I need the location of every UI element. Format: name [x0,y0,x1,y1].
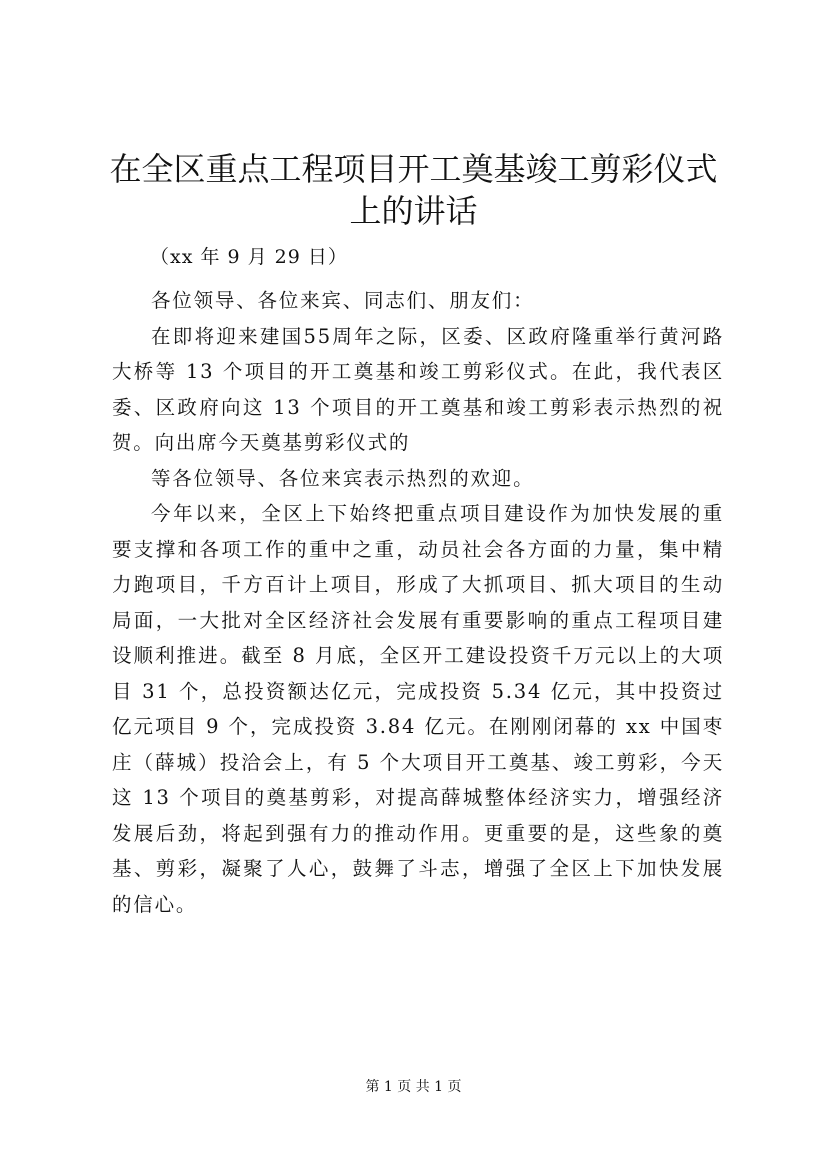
salutation-paragraph: 各位领导、各位来宾、同志们、朋友们： [151,289,535,312]
page-footer: 第 1 页 共 1 页 [365,1079,462,1095]
document-title: 在全区重点工程项目开工奠基竣工剪彩仪式上的讲话 [109,150,718,230]
document-body [112,283,724,922]
body-paragraph: 在即将迎来建国55周年之际，区委、区政府隆重举行黄河路大桥等 13 个项目的开工奠基和竣工剪彩仪式。在此，我代表区委、区政府向这 13 个项目的开工奠基和竣工剪彩表示热烈的祝贺。向出席今天奠基剪彩仪式的 [112,324,724,454]
speech-date: （xx 年 9 月 29 日） [150,246,348,268]
body-paragraph: 等各位领导、各位来宾表示热烈的欢迎。 [151,466,535,490]
body-paragraph: 今年以来，全区上下始终把重点项目建设作为加快发展的重要支撑和各项工作的重中之重，动员社会各方面的力量，集中精力跑项目，千方百计上项目，形成了大抓项目、抓大项目的生动局面，一大批对全区经济社会发展有重要影响的重点工程项目建设顺利推进。截至 8 月底，全区开工建设投资千万元以上的大项目 31 个，总投资额达亿元，完成投资 5.34 亿元，其中投资过亿元项目 9 个，完成投资 3.84 亿元。在刚刚闭幕的 xx 中国枣庄（薛城）投洽会上，有 5 个大项目开工奠基、竣工剪彩，今天这 13 个项目的奠基剪彩，对提高薛城整体经济实力，增强经济发展后劲，将起到强有力的推动作用。更重要的是，这些象的奠基、剪彩，凝聚了人心，鼓舞了斗志，增强了全区上下加快发展的信心。 [112,502,724,916]
